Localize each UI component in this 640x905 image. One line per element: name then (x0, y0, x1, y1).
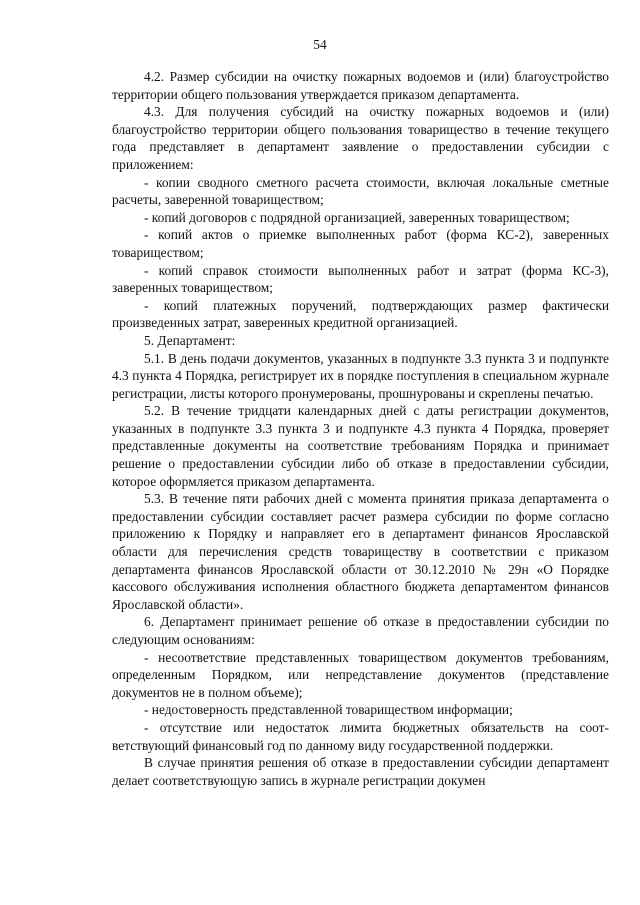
paragraph-4-3: 4.3. Для получения субсидий на очистку пожарных водоемов и (или) благоустройство территории общего пользования товариществo в течение текущего года представляет в департамент заявление о предоставлении субсидии с приложением: (112, 104, 609, 172)
list-item-noncompliance: - несоответствие представленных товариществом документов требованиям, определенным Порядком, или непредставление документов (представление документов не в полном объеме); (112, 649, 609, 700)
list-item-ks3-certificates: - копий справок стоимости выполненных работ и затрат (форма КС-3), заверенных товариществом; (112, 262, 609, 296)
page-number: 54 (313, 37, 327, 52)
list-item-estimate-copies: - копии сводного сметного расчета стоимости, включая локальные сметные расчеты, заверенной товариществом; (112, 174, 609, 208)
paragraph-5-1: 5.1. В день подачи документов, указанных в подпункте 3.3 пункта 3 и подпункте 4.3 пункта 4 Порядка, регистрирует их в порядке поступления в специальном журнале регистрации, листы которого пронумерованы, прошнурованы и скреплены печатью. (112, 350, 609, 401)
paragraph-refusal-record: В случае принятия решения об отказе в предоставлении субсидии департамент делает соответствующую запись в журнале регистрации докумен (112, 755, 609, 788)
document-body (112, 68, 609, 789)
list-item-payment-orders: - копий платежных поручений, подтверждающих размер фактически произведенных затрат, заверенных кредитной организацией. (112, 297, 609, 331)
list-item-unreliable-info: - недостоверность представленной товариществом информации; (144, 702, 513, 718)
paragraph-6: 6. Департамент принимает решение об отказе в предоставлении субсидии по следующим основаниям: (112, 614, 609, 647)
paragraph-5-3: 5.3. В течение пяти рабочих дней с момента принятия приказа департамента о предоставлении субсидии составляет расчет размера субсидии по форме согласно приложению к Порядку и направляет его в департамент финансов Ярославской области для перечисления средств товариществу в соответствии с приказом департамента финансов Ярославской области от 30.12.2010 № 29н «О Порядке кассового обслуживания исполнения областного бюджета департаментом финансов Ярославской области». (112, 491, 609, 612)
list-item-ks2-acts: - копий актов о приемке выполненных работ (форма КС-2), заверенных товариществом; (112, 227, 609, 260)
paragraph-5: 5. Департамент: (144, 332, 236, 348)
list-item-contract-copies: - копий договоров с подрядной организацией, заверенных товариществом; (144, 209, 570, 225)
paragraph-4-2: 4.2. Размер субсидии на очистку пожарных водоемов и (или) благоустройство территории общего пользования утверждается приказом департамента. (112, 69, 609, 102)
paragraph-5-2: 5.2. В течение тридцати календарных дней с даты регистрации документов, указанных в подпункте 3.3 пункта 3 и подпункте 4.3 пункта 4 Порядка, проверяет представленные документы на соответствие требованиям Порядка и принимает решение о предоставлении субсидии либо об отказе в предоставлении субсидии, которое оформляется приказом департамента. (112, 403, 609, 489)
list-item-budget-limit: - отсутствие или недостаток лимита бюджетных обязательств на соответствующий финансовый год по данному виду государственной поддержки. (112, 719, 609, 753)
